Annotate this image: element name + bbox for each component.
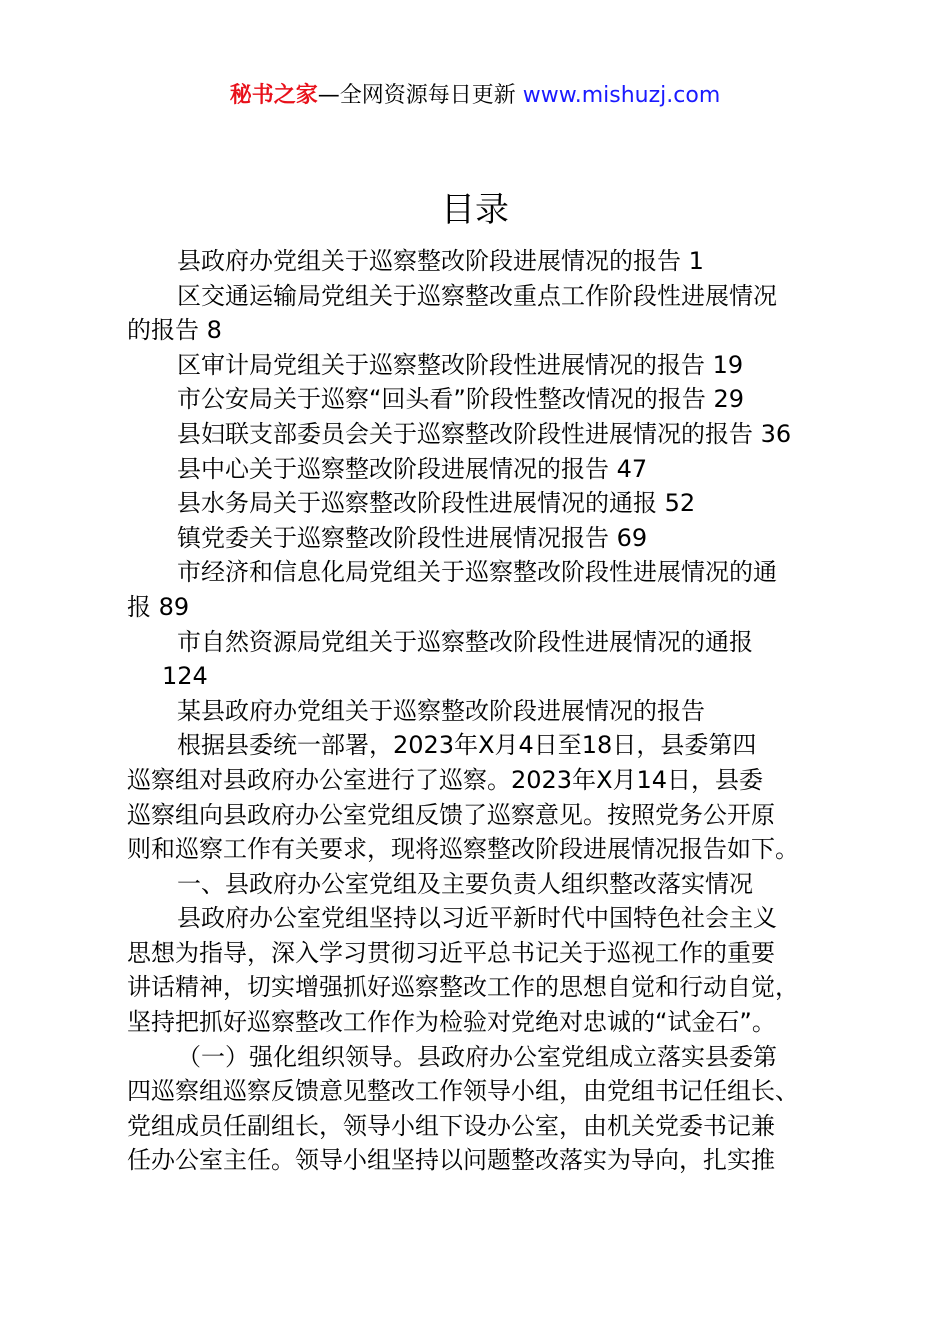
toc-title: 目录 [441, 190, 509, 230]
site-link[interactable]: www.mishuzj.com [522, 83, 721, 108]
toc-entry-continuation[interactable]: 报 89 [127, 592, 190, 621]
article-title: 某县政府办党组关于巡察整改阶段进展情况的报告 [177, 696, 705, 725]
toc-entry[interactable]: 区审计局党组关于巡察整改阶段性进展情况的报告 19 [177, 350, 744, 379]
toc-entry[interactable]: 县政府办党组关于巡察整改阶段进展情况的报告 1 [177, 247, 704, 275]
header-tagline: —全网资源每日更新 [317, 83, 523, 108]
toc-entry-continuation[interactable]: 124 [162, 662, 208, 691]
section-heading: 一、县政府办公室党组及主要负责人组织整改落实情况 [177, 869, 753, 898]
brand-name: 秘书之家 [229, 83, 318, 108]
paragraph-line: 巡察组向县政府办公室党组反馈了巡察意见。按照党务公开原 [127, 800, 775, 829]
toc-entry[interactable]: 县妇联支部委员会关于巡察整改阶段性进展情况的报告 36 [177, 419, 792, 448]
paragraph-line: 巡察组对县政府办公室进行了巡察。2023年X月14日，县委 [127, 765, 764, 794]
toc-entry[interactable]: 市公安局关于巡察“回头看”阶段性整改情况的报告 29 [177, 385, 745, 414]
toc-entry-continuation[interactable]: 的报告 8 [127, 316, 222, 345]
paragraph-line: 则和巡察工作有关要求，现将巡察整改阶段进展情况报告如下。 [127, 835, 799, 864]
paragraph-line: 坚持把抓好巡察整改工作作为检验对党绝对忠诚的“试金石”。 [127, 1008, 776, 1037]
toc-entry[interactable]: 县水务局关于巡察整改阶段性进展情况的通报 52 [177, 489, 696, 518]
toc-entry[interactable]: 镇党委关于巡察整改阶段性进展情况报告 69 [177, 523, 648, 552]
paragraph-line: 根据县委统一部署，2023年X月4日至18日，县委第四 [177, 731, 757, 760]
toc-entry[interactable]: 市自然资源局党组关于巡察整改阶段性进展情况的通报 [177, 627, 753, 656]
subsection-paragraph: （一）强化组织领导。县政府办公室党组成立落实县委第 [177, 1042, 777, 1071]
paragraph-line: 党组成员任副组长，领导小组下设办公室，由机关党委书记兼 [127, 1111, 775, 1140]
toc-entry[interactable]: 市经济和信息化局党组关于巡察整改阶段性进展情况的通 [177, 558, 777, 587]
site-header [0, 80, 950, 112]
paragraph-line: 四巡察组巡察反馈意见整改工作领导小组，由党组书记任组长、 [127, 1077, 799, 1106]
paragraph-line: 讲话精神，切实增强抓好巡察整改工作的思想自觉和行动自觉， [127, 973, 799, 1002]
paragraph-line: 任办公室主任。领导小组坚持以问题整改落实为导向，扎实推 [127, 1146, 775, 1175]
paragraph-line: 思想为指导，深入学习贯彻习近平总书记关于巡视工作的重要 [127, 938, 775, 967]
toc-entry[interactable]: 县中心关于巡察整改阶段进展情况的报告 47 [177, 454, 648, 483]
document-body [127, 244, 835, 1178]
paragraph-line: 县政府办公室党组坚持以习近平新时代中国特色社会主义 [177, 904, 777, 933]
toc-entry[interactable]: 区交通运输局党组关于巡察整改重点工作阶段性进展情况 [177, 281, 777, 310]
